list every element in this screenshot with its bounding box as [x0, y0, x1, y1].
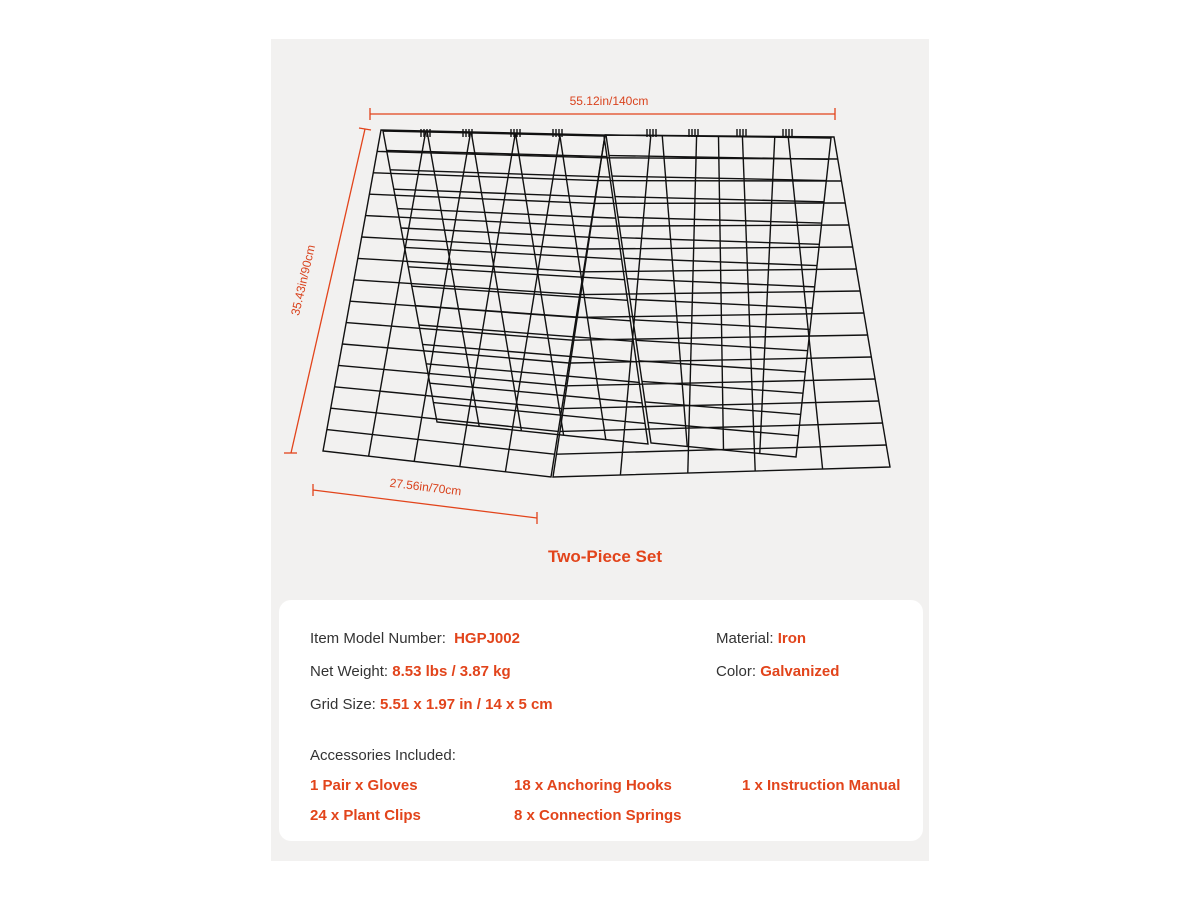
net-weight-row [310, 663, 511, 680]
height-label: 35.43in/90cm [288, 243, 319, 317]
net-weight-label: Net Weight: [310, 663, 389, 680]
back-panel-left-wire [397, 209, 615, 219]
material-row [716, 630, 806, 647]
back-panel-right-wire [760, 137, 775, 453]
front-panel-left-wire [373, 173, 598, 181]
front-panel-left-wire [327, 430, 555, 455]
front-panel-left-wire [460, 133, 516, 467]
spec-card [279, 600, 923, 841]
front-panel-left-wire [354, 280, 580, 295]
front-panel-right-wire [591, 225, 849, 226]
grid-size-row [310, 696, 553, 713]
front-panel-left-wire [335, 387, 562, 409]
accessories-heading: Accessories Included: [310, 747, 456, 764]
front-panel-left-wire [346, 323, 572, 341]
front-panel-left-wire [377, 151, 601, 157]
front-panel-right-wire [560, 423, 883, 431]
accessory-plant-clips: 24 x Plant Clips [310, 807, 421, 824]
front-panel-right-wire [742, 136, 755, 471]
front-panel-right-wire [577, 313, 864, 317]
front-panel-right-wire [588, 247, 853, 249]
set-title: Two-Piece Set [548, 547, 662, 566]
material-value: Iron [777, 630, 807, 647]
model-number-value: HGPJ002 [454, 630, 520, 647]
back-panel-right-wire [662, 136, 687, 447]
back-panel-left-wire [387, 150, 607, 156]
front-panel-right-wire [602, 158, 838, 159]
front-panel-right-wire [556, 445, 886, 454]
product-info-panel [271, 39, 929, 861]
back-panel-left-wire [430, 383, 642, 403]
back-panel-right-frame [606, 135, 831, 457]
net-weight-value: 8.53 lbs / 3.87 kg [392, 663, 511, 680]
color-label: Color: [716, 663, 757, 680]
depth-label: 27.56in/70cm [388, 475, 463, 499]
grid-size-label: Grid Size: [310, 696, 376, 713]
grid-size-value: 5.51 x 1.97 in / 14 x 5 cm [380, 696, 553, 713]
trellis-diagram [271, 39, 929, 599]
back-panel-left-wire [408, 267, 624, 280]
accessory-instruction-manual: 1 x Instruction Manual [742, 777, 901, 794]
model-number-label: Item Model Number: [310, 630, 446, 647]
width-dimension [370, 108, 835, 120]
back-panel-left-wire [426, 364, 639, 383]
accessory-anchoring-hooks: 18 x Anchoring Hooks [514, 777, 672, 794]
front-panel-left-wire [362, 237, 587, 249]
front-panel-right-wire [788, 137, 822, 469]
accessory-gloves: 1 Pair x Gloves [310, 777, 418, 794]
back-panel-left-wire [390, 170, 610, 177]
trellis-mesh [323, 129, 890, 477]
front-panel-right-wire [620, 135, 650, 475]
accessory-connection-springs: 8 x Connection Springs [514, 807, 682, 824]
color-value: Galvanized [760, 663, 840, 680]
back-panel-left-wire [433, 403, 645, 424]
color-row [716, 663, 839, 680]
front-panel-left-wire [358, 258, 584, 271]
back-panel-left-wire [419, 325, 633, 341]
front-panel-left-wire [369, 131, 426, 456]
back-panel-left-wire [401, 228, 619, 239]
model-number-row [310, 630, 520, 647]
front-panel-right-wire [574, 335, 868, 340]
front-panel-left-wire [414, 132, 470, 461]
front-panel-right-wire [688, 136, 697, 473]
width-label: 55.12in/140cm [569, 94, 649, 108]
front-panel-left-wire [338, 365, 565, 385]
front-panel-left-wire [505, 134, 560, 472]
material-label: Material: [716, 630, 774, 647]
